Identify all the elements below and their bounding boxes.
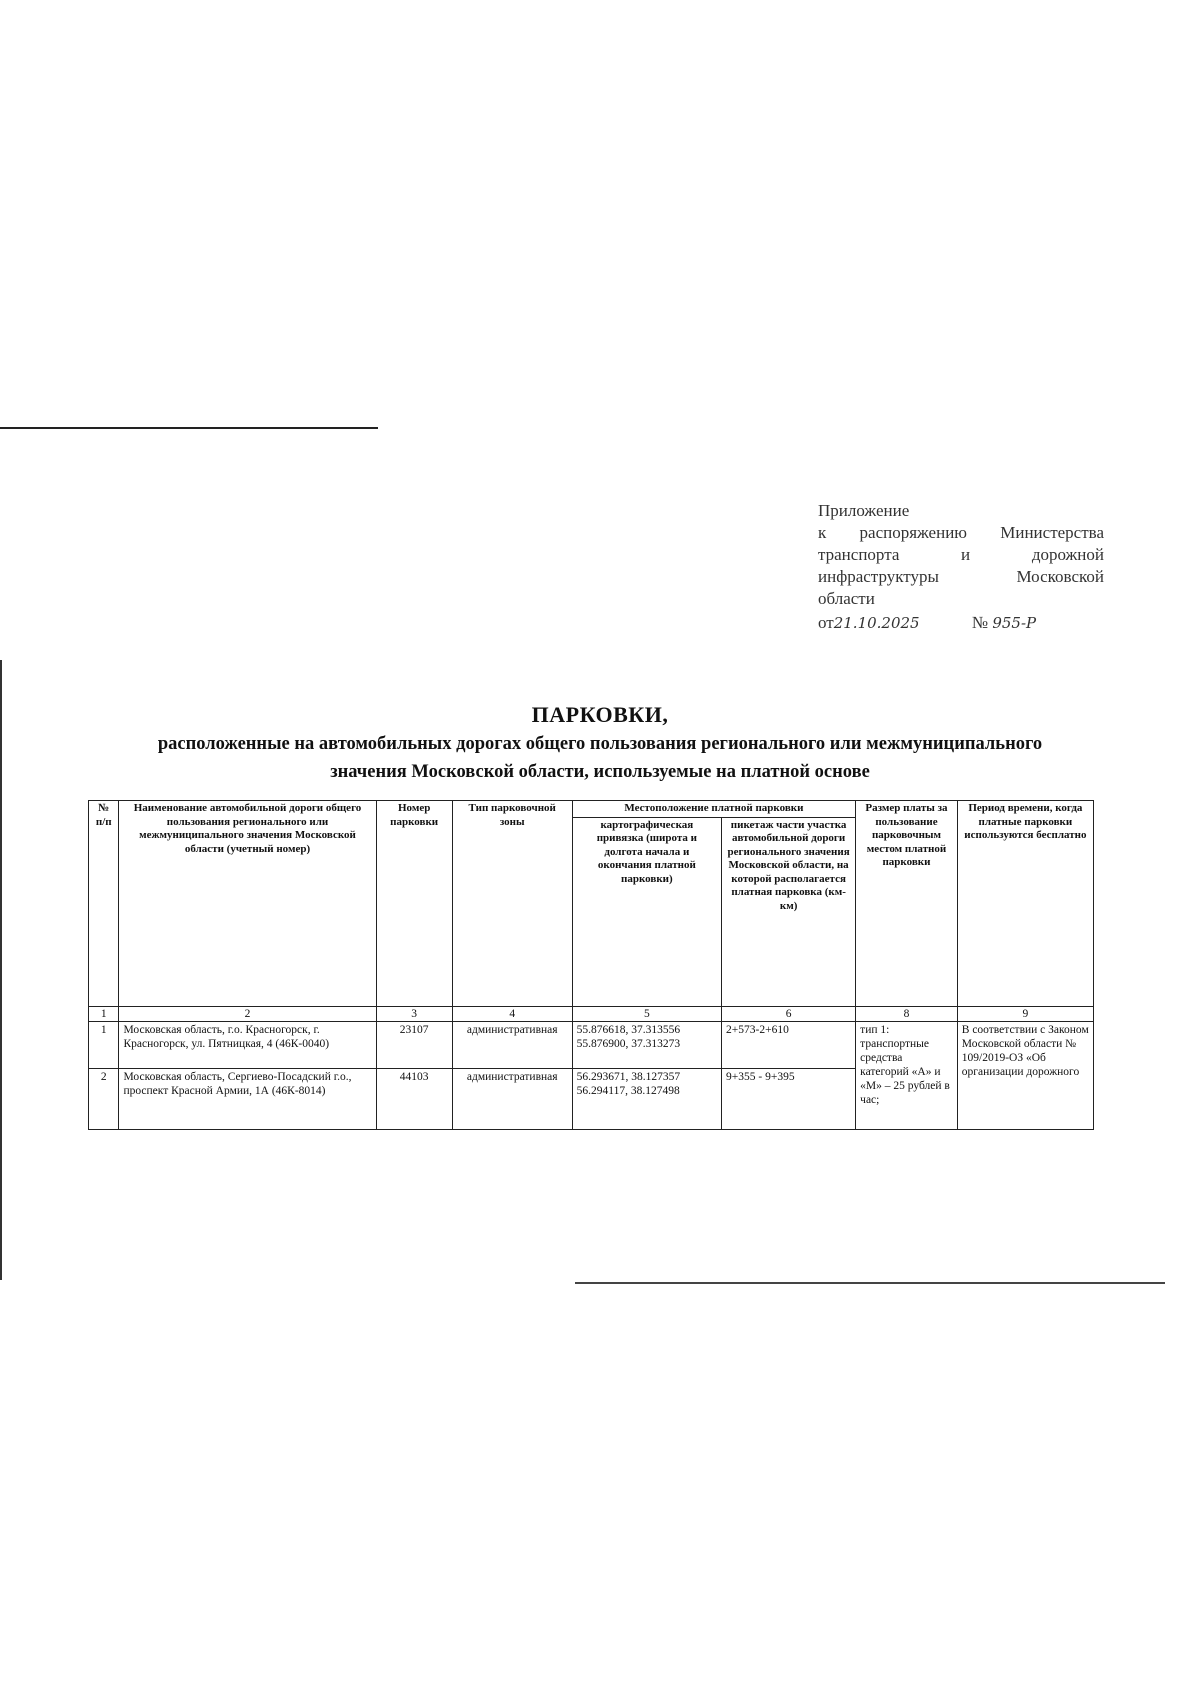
parking-table <box>88 800 1094 1130</box>
header-zone-type: Тип парковочной зоны <box>452 801 572 1007</box>
title-main: ПАРКОВКИ, <box>531 702 669 727</box>
table-index-row <box>89 1006 1094 1021</box>
header-coordinates: картографическая привязка (широта и долгота начала и окончания платной парковки) <box>572 817 721 1006</box>
row-zone: административная <box>452 1068 572 1129</box>
header-road-name: Наименование автомобильной дороги общего пользования регионального или межмуниципального значения Московской области (учетный номер) <box>119 801 376 1007</box>
appendix-date-number <box>818 612 1104 634</box>
table-row <box>89 1021 1094 1068</box>
header-free-period: Период времени, когда платные парковки используются бесплатно <box>957 801 1093 1007</box>
index-cell: 6 <box>722 1006 856 1021</box>
date-prefix: от <box>818 613 834 632</box>
row-zone: административная <box>452 1021 572 1068</box>
row-road: Московская область, Сергиево-Посадский г.о., проспект Красной Армии, 1А (46К-8014) <box>119 1068 376 1129</box>
fee-cell: тип 1: транспортные средства категорий «А» и «М» – 25 рублей в час; <box>856 1021 958 1129</box>
appendix-line: инфраструктуры Московской <box>818 567 1104 586</box>
appendix-line: области <box>818 589 875 608</box>
appendix-block <box>818 500 1104 634</box>
header-picket: пикетаж части участка автомобильной дороги регионального значения Московской области, на которой располагается платная парковка (км-км) <box>722 817 856 1006</box>
header-parking-number: Номер парковки <box>376 801 452 1007</box>
row-parking-number: 44103 <box>376 1068 452 1129</box>
appendix-line: транспорта и дорожной <box>818 545 1104 564</box>
number-prefix: № <box>971 613 989 632</box>
document-title <box>0 702 1200 784</box>
index-cell: 3 <box>376 1006 452 1021</box>
index-cell: 1 <box>89 1006 119 1021</box>
index-cell: 9 <box>957 1006 1093 1021</box>
row-coordinates: 55.876618, 37.313556 55.876900, 37.313273 <box>572 1021 721 1068</box>
scan-edge-line-bottom <box>575 1282 1165 1284</box>
header-fee: Размер платы за пользование парковочным местом платной парковки <box>856 801 958 1007</box>
row-num: 1 <box>89 1021 119 1068</box>
handwritten-date: 21.10.2025 <box>833 614 920 632</box>
appendix-line: к распоряжению Министерства <box>818 523 1104 542</box>
row-road: Московская область, г.о. Красногорск, г. Красногорск, ул. Пятницкая, 4 (46К-0040) <box>119 1021 376 1068</box>
header-location-group: Местоположение платной парковки <box>572 801 856 818</box>
title-subtitle-line1: расположенные на автомобильных дорогах общего пользования регионального или межмуниципального <box>157 734 1043 754</box>
row-coordinates: 56.293671, 38.127357 56.294117, 38.127498 <box>572 1068 721 1129</box>
table-header-row <box>89 801 1094 818</box>
index-cell: 2 <box>119 1006 376 1021</box>
row-num: 2 <box>89 1068 119 1129</box>
appendix-label: Приложение <box>818 501 910 520</box>
index-cell: 4 <box>452 1006 572 1021</box>
handwritten-number: 955-Р <box>992 614 1037 632</box>
free-period-cell: В соответствии с Законом Московской области № 109/2019-ОЗ «Об организации дорожного <box>957 1021 1093 1129</box>
index-cell: 5 <box>572 1006 721 1021</box>
index-cell: 8 <box>856 1006 958 1021</box>
row-picket: 9+355 - 9+395 <box>722 1068 856 1129</box>
scan-edge-line-top <box>0 427 378 429</box>
title-subtitle-line2: значения Московской области, используемые на платной основе <box>330 762 870 782</box>
header-num: № п/п <box>89 801 119 1007</box>
row-picket: 2+573-2+610 <box>722 1021 856 1068</box>
row-parking-number: 23107 <box>376 1021 452 1068</box>
